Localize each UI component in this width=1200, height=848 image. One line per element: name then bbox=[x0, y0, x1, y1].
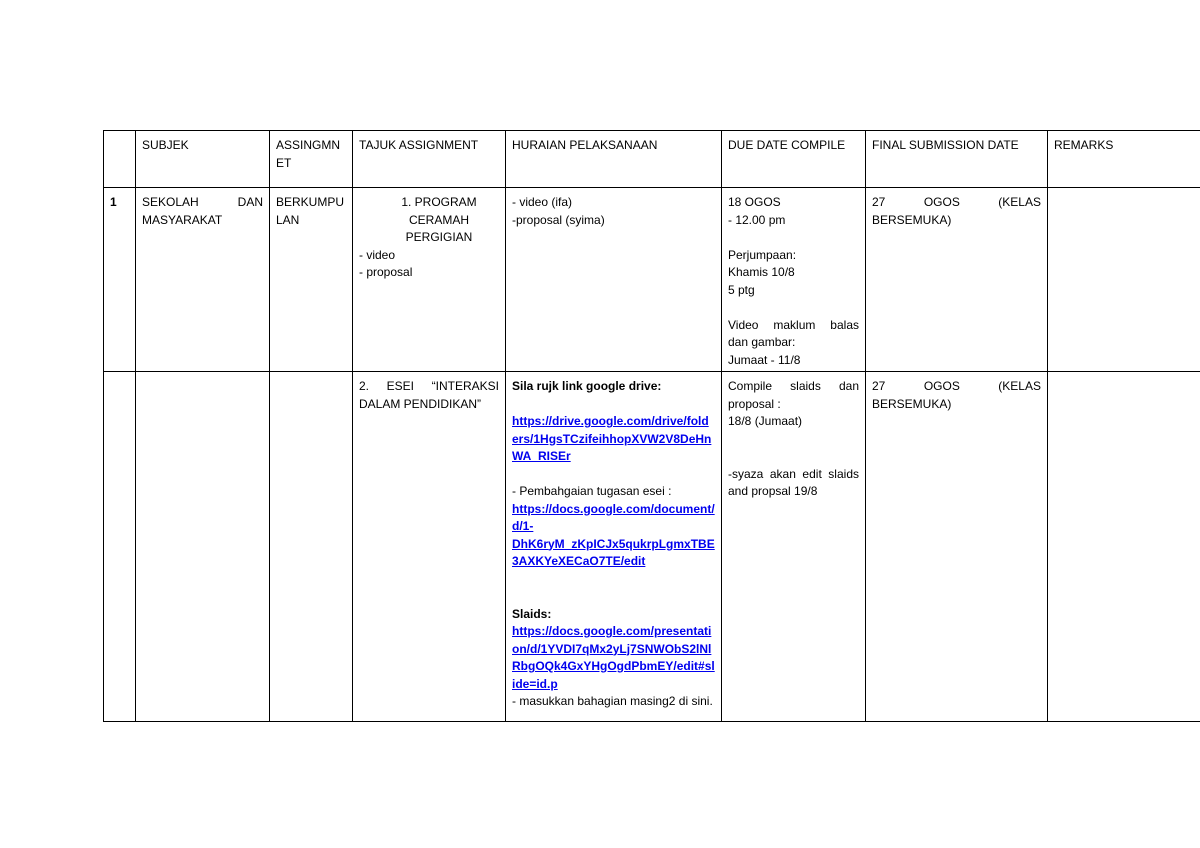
remarks-cell bbox=[1048, 188, 1200, 372]
video-note: Video maklum balas dan gambar: bbox=[728, 317, 859, 349]
subjek-cell bbox=[136, 372, 270, 722]
tajuk-cell bbox=[353, 188, 506, 372]
table-row bbox=[104, 372, 1200, 722]
compile-note: Compile slaids dan proposal : bbox=[728, 379, 859, 411]
tajuk-title: 1. PROGRAM CERAMAH PERGIGIAN bbox=[401, 195, 477, 244]
remarks-cell bbox=[1048, 372, 1200, 722]
header-due-date: DUE DATE COMPILE bbox=[722, 131, 866, 188]
meeting-label: Perjumpaan: bbox=[728, 247, 797, 262]
meeting-time: 5 ptg bbox=[728, 282, 755, 297]
compile-date: 18/8 (Jumaat) bbox=[728, 414, 803, 428]
meeting-day: Khamis 10/8 bbox=[728, 265, 795, 279]
slaid-label: Slaids: bbox=[512, 606, 552, 621]
table-row bbox=[104, 188, 1200, 372]
assignment-cell bbox=[270, 372, 353, 722]
header-remarks: REMARKS bbox=[1048, 131, 1200, 188]
google-doc-link[interactable]: https://docs.google.com/document/d/1-DhK6ryM_zKpICJx5qukrpLgmxTBE3AXKYeXECaO7TE/edit bbox=[512, 501, 715, 568]
header-huraian: HURAIAN PELAKSANAAN bbox=[506, 131, 722, 188]
due-date: 18 OGOS bbox=[728, 195, 781, 209]
tajuk-item-proposal: - proposal bbox=[359, 265, 413, 279]
final-submission-cell: 27 OGOS (KELAS BERSEMUKA) bbox=[866, 372, 1048, 722]
tajuk-item-video: - video bbox=[359, 247, 396, 262]
huraian-item-proposal: -proposal (syima) bbox=[512, 212, 605, 227]
huraian-item-video: - video (ifa) bbox=[512, 195, 573, 209]
header-no bbox=[104, 131, 136, 188]
row-number: 1 bbox=[104, 188, 136, 372]
video-due: Jumaat - 11/8 bbox=[728, 352, 801, 367]
header-subjek: SUBJEK bbox=[136, 131, 270, 188]
huraian-cell bbox=[506, 372, 722, 722]
edit-note: -syaza akan edit slaids and propsal 19/8 bbox=[728, 466, 859, 498]
due-time: - 12.00 pm bbox=[728, 212, 786, 227]
header-assignment: ASSINGMN ET bbox=[270, 131, 353, 188]
google-drive-link[interactable]: https://drive.google.com/drive/folders/1HgsTCzifeihhopXVW2V8DeHnWA_RISEr bbox=[512, 414, 712, 463]
header-row bbox=[104, 131, 1200, 188]
tajuk-cell: 2. ESEI “INTERAKSI DALAM PENDIDIKAN” bbox=[353, 372, 506, 722]
huraian-cell bbox=[506, 188, 722, 372]
masuk-note: - masukkan bahagian masing2 di sini. bbox=[512, 694, 713, 708]
due-date-cell bbox=[722, 188, 866, 372]
drive-label: Sila rujk link google drive: bbox=[512, 379, 662, 393]
header-final-submission: FINAL SUBMISSION DATE bbox=[866, 131, 1048, 188]
assignment-table bbox=[103, 130, 1200, 722]
final-submission-cell: 27 OGOS (KELAS BERSEMUKA) bbox=[866, 188, 1048, 372]
row-number bbox=[104, 372, 136, 722]
subjek-cell: SEKOLAH DAN MASYARAKAT bbox=[136, 188, 270, 372]
google-slides-link[interactable]: https://docs.google.com/presentation/d/1YVDI7qMx2yLj7SNWObS2lNlRbgOQk4GxYHgOgdPbmEY/edit#slide=id.p bbox=[512, 624, 715, 691]
due-date-cell bbox=[722, 372, 866, 722]
esei-label: - Pembahgaian tugasan esei : bbox=[512, 484, 672, 498]
assignment-cell: BERKUMPU LAN bbox=[270, 188, 353, 372]
header-tajuk: TAJUK ASSIGNMENT bbox=[353, 131, 506, 188]
